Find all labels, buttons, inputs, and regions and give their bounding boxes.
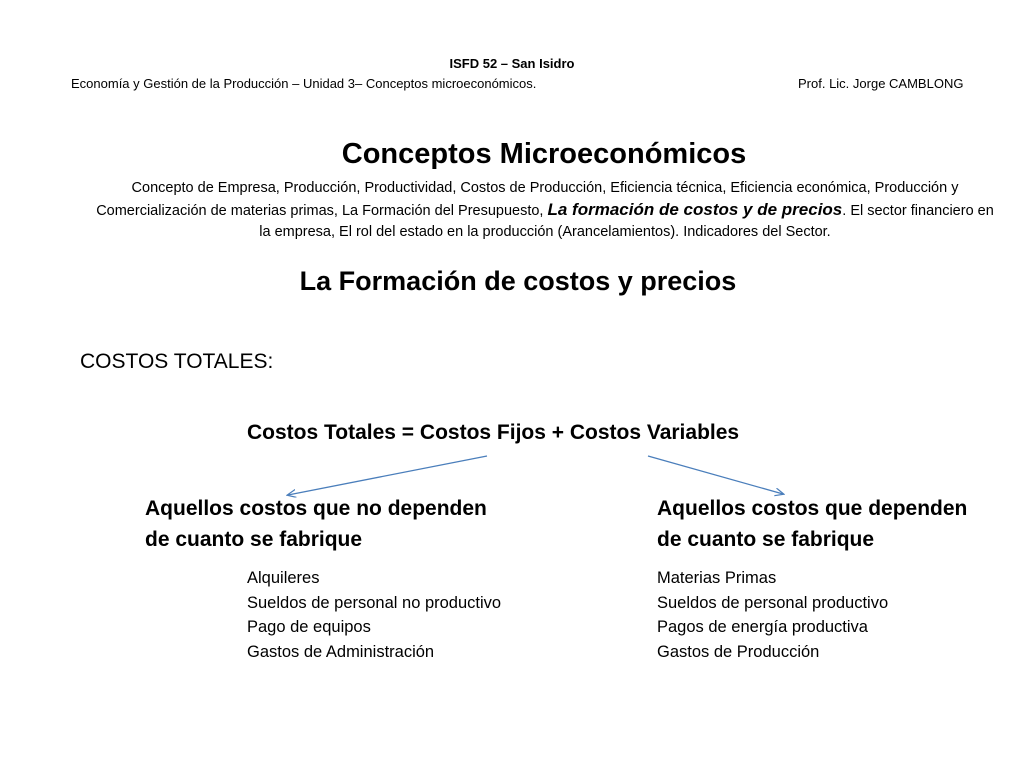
section-title: La Formación de costos y precios (299, 266, 737, 296)
main-title: Conceptos Microeconómicos (341, 138, 747, 170)
arrow-to-variable (648, 456, 783, 494)
costs-label: COSTOS TOTALES: (80, 350, 274, 373)
header-professor: Prof. Lic. Jorge CAMBLONG (798, 76, 964, 91)
topics-text-after: . El sector financiero en la empresa, El rol del estado en la producción (Arancelamientos). Indicadores del Sector. (259, 203, 994, 240)
variable-costs-list (657, 566, 888, 664)
topics-text-before: Concepto de Empresa, Producción, Productividad, Costos de Producción, Eficiencia técnica, Eficiencia económica, Producción y Comercialización de materias primas, La Formación del Presupuesto, (96, 180, 959, 219)
arrow-to-fixed (288, 456, 487, 495)
list-item: Sueldos de personal no productivo (247, 593, 502, 612)
list-item: Materias Primas (657, 569, 777, 587)
header-institution: ISFD 52 – San Isidro (449, 56, 575, 71)
topics-highlight: La formación de costos y de precios (547, 200, 843, 219)
fixed-costs-list (247, 566, 501, 664)
fixed-costs-description: Aquellos costos que no dependen de cuanto se fabrique (145, 497, 487, 551)
list-item: Gastos de Producción (657, 642, 820, 661)
list-item: Gastos de Administración (247, 642, 435, 661)
variable-costs-description: Aquellos costos que dependen de cuanto se fabrique (657, 497, 968, 551)
list-item: Alquileres (247, 569, 320, 587)
list-item: Pago de equipos (247, 618, 371, 636)
list-item: Sueldos de personal productivo (657, 593, 889, 612)
header-course: Economía y Gestión de la Producción – Unidad 3– Conceptos microeconómicos. (71, 76, 537, 91)
list-item: Pagos de energía productiva (657, 618, 868, 636)
formula: Costos Totales = Costos Fijos + Costos Variables (247, 421, 740, 444)
